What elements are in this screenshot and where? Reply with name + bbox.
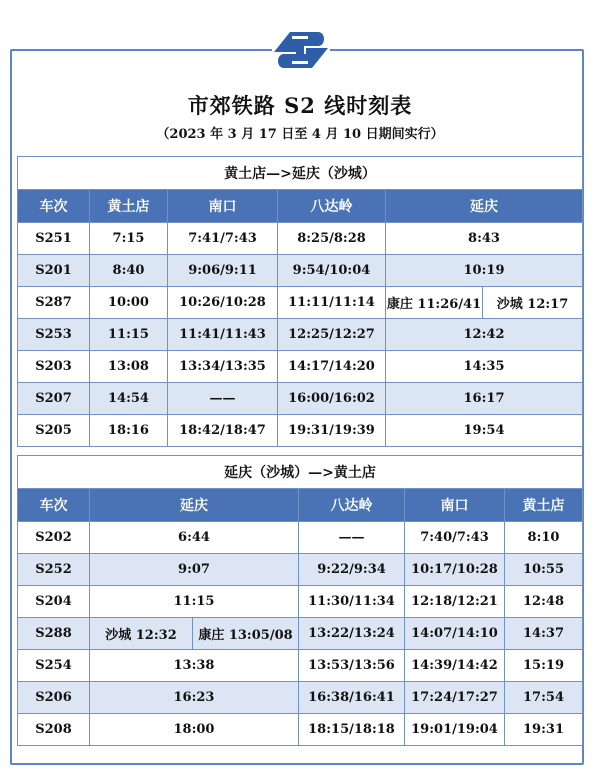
time-cell: 7:15 [90,223,168,255]
railway-logo-icon [272,22,330,78]
page-title: 市郊铁路 S2 线时刻表 [187,93,413,118]
table-row [18,650,583,682]
time-cell: 7:40/7:43 [405,522,505,554]
time-cell: 12:48 [505,586,583,618]
col-yanqing: 延庆 [90,489,299,522]
train-number: S287 [18,287,90,319]
time-cell: 11:15 [90,586,299,618]
col-badaling: 八达岭 [299,489,405,522]
table-row [18,319,583,351]
time-cell: 8:10 [505,522,583,554]
time-cell: 18:15/18:18 [299,714,405,746]
table-row [18,618,583,650]
time-cell: 16:23 [90,682,299,714]
table-row [18,255,583,287]
train-number: S202 [18,522,90,554]
col-huangtudian: 黄土店 [505,489,583,522]
col-badaling: 八达岭 [278,190,386,223]
train-number: S203 [18,351,90,383]
time-cell: 13:08 [90,351,168,383]
time-cell: 10:55 [505,554,583,586]
table-row [18,682,583,714]
table-row [18,351,583,383]
time-cell: 10:00 [90,287,168,319]
train-number: S206 [18,682,90,714]
time-cell: 13:34/13:35 [168,351,278,383]
time-cell: 9:07 [90,554,299,586]
col-train: 车次 [18,190,90,223]
col-nankou: 南口 [405,489,505,522]
time-cell: 8:40 [90,255,168,287]
train-number: S252 [18,554,90,586]
time-cell: 16:00/16:02 [278,383,386,415]
time-cell: 11:30/11:34 [299,586,405,618]
time-cell: 10:17/10:28 [405,554,505,586]
train-number: S251 [18,223,90,255]
time-cell: 14:39/14:42 [405,650,505,682]
time-cell: 19:31 [505,714,583,746]
time-cell: 10:19 [386,255,583,287]
table-row [18,415,583,447]
table-row [18,383,583,415]
time-cell: 13:22/13:24 [299,618,405,650]
inbound-timetable [17,455,583,746]
time-cell: 19:54 [386,415,583,447]
time-cell: 14:17/14:20 [278,351,386,383]
time-cell: 12:18/12:21 [405,586,505,618]
time-cell: 17:24/17:27 [405,682,505,714]
train-number: S208 [18,714,90,746]
time-cell: 13:38 [90,650,299,682]
time-cell: 9:54/10:04 [278,255,386,287]
shacheng-time: 沙城 12:32 [90,618,193,650]
time-cell: —— [299,522,405,554]
time-cell: 6:44 [90,522,299,554]
table-row [18,223,583,255]
time-cell: 19:31/19:39 [278,415,386,447]
outbound-timetable [17,156,583,447]
kangzhuang-time: 康庄 13:05/08 [193,618,299,650]
time-cell: 17:54 [505,682,583,714]
time-cell: 7:41/7:43 [168,223,278,255]
train-number: S288 [18,618,90,650]
validity-period: （2023 年 3 月 17 日至 4 月 10 日期间实行） [156,127,444,142]
time-cell: 19:01/19:04 [405,714,505,746]
train-number: S204 [18,586,90,618]
kangzhuang-time: 康庄 11:26/41 [386,287,483,319]
time-cell: 18:00 [90,714,299,746]
time-cell: 16:38/16:41 [299,682,405,714]
time-cell: 18:16 [90,415,168,447]
time-cell: 14:35 [386,351,583,383]
train-number: S254 [18,650,90,682]
train-number: S205 [18,415,90,447]
time-cell: 11:41/11:43 [168,319,278,351]
col-huangtudian: 黄土店 [90,190,168,223]
time-cell: 14:07/14:10 [405,618,505,650]
col-yanqing: 延庆 [386,190,583,223]
time-cell: 9:06/9:11 [168,255,278,287]
direction-heading: 延庆（沙城）—>黄土店 [18,456,583,489]
direction-heading: 黄土店—>延庆（沙城） [18,157,583,190]
time-cell: 18:42/18:47 [168,415,278,447]
time-cell: 11:15 [90,319,168,351]
time-cell: 8:43 [386,223,583,255]
train-number: S253 [18,319,90,351]
table-row [18,714,583,746]
time-cell: 15:19 [505,650,583,682]
time-cell: 9:22/9:34 [299,554,405,586]
time-cell: 16:17 [386,383,583,415]
table-row [18,554,583,586]
table-row [18,586,583,618]
time-cell: 12:42 [386,319,583,351]
table-row [18,522,583,554]
col-train: 车次 [18,489,90,522]
train-number: S207 [18,383,90,415]
time-cell: 14:37 [505,618,583,650]
time-cell: 14:54 [90,383,168,415]
shacheng-time: 沙城 12:17 [483,287,583,319]
time-cell: —— [168,383,278,415]
time-cell: 12:25/12:27 [278,319,386,351]
time-cell: 13:53/13:56 [299,650,405,682]
time-cell: 11:11/11:14 [278,287,386,319]
train-number: S201 [18,255,90,287]
time-cell: 8:25/8:28 [278,223,386,255]
table-row [18,287,583,319]
col-nankou: 南口 [168,190,278,223]
time-cell: 10:26/10:28 [168,287,278,319]
